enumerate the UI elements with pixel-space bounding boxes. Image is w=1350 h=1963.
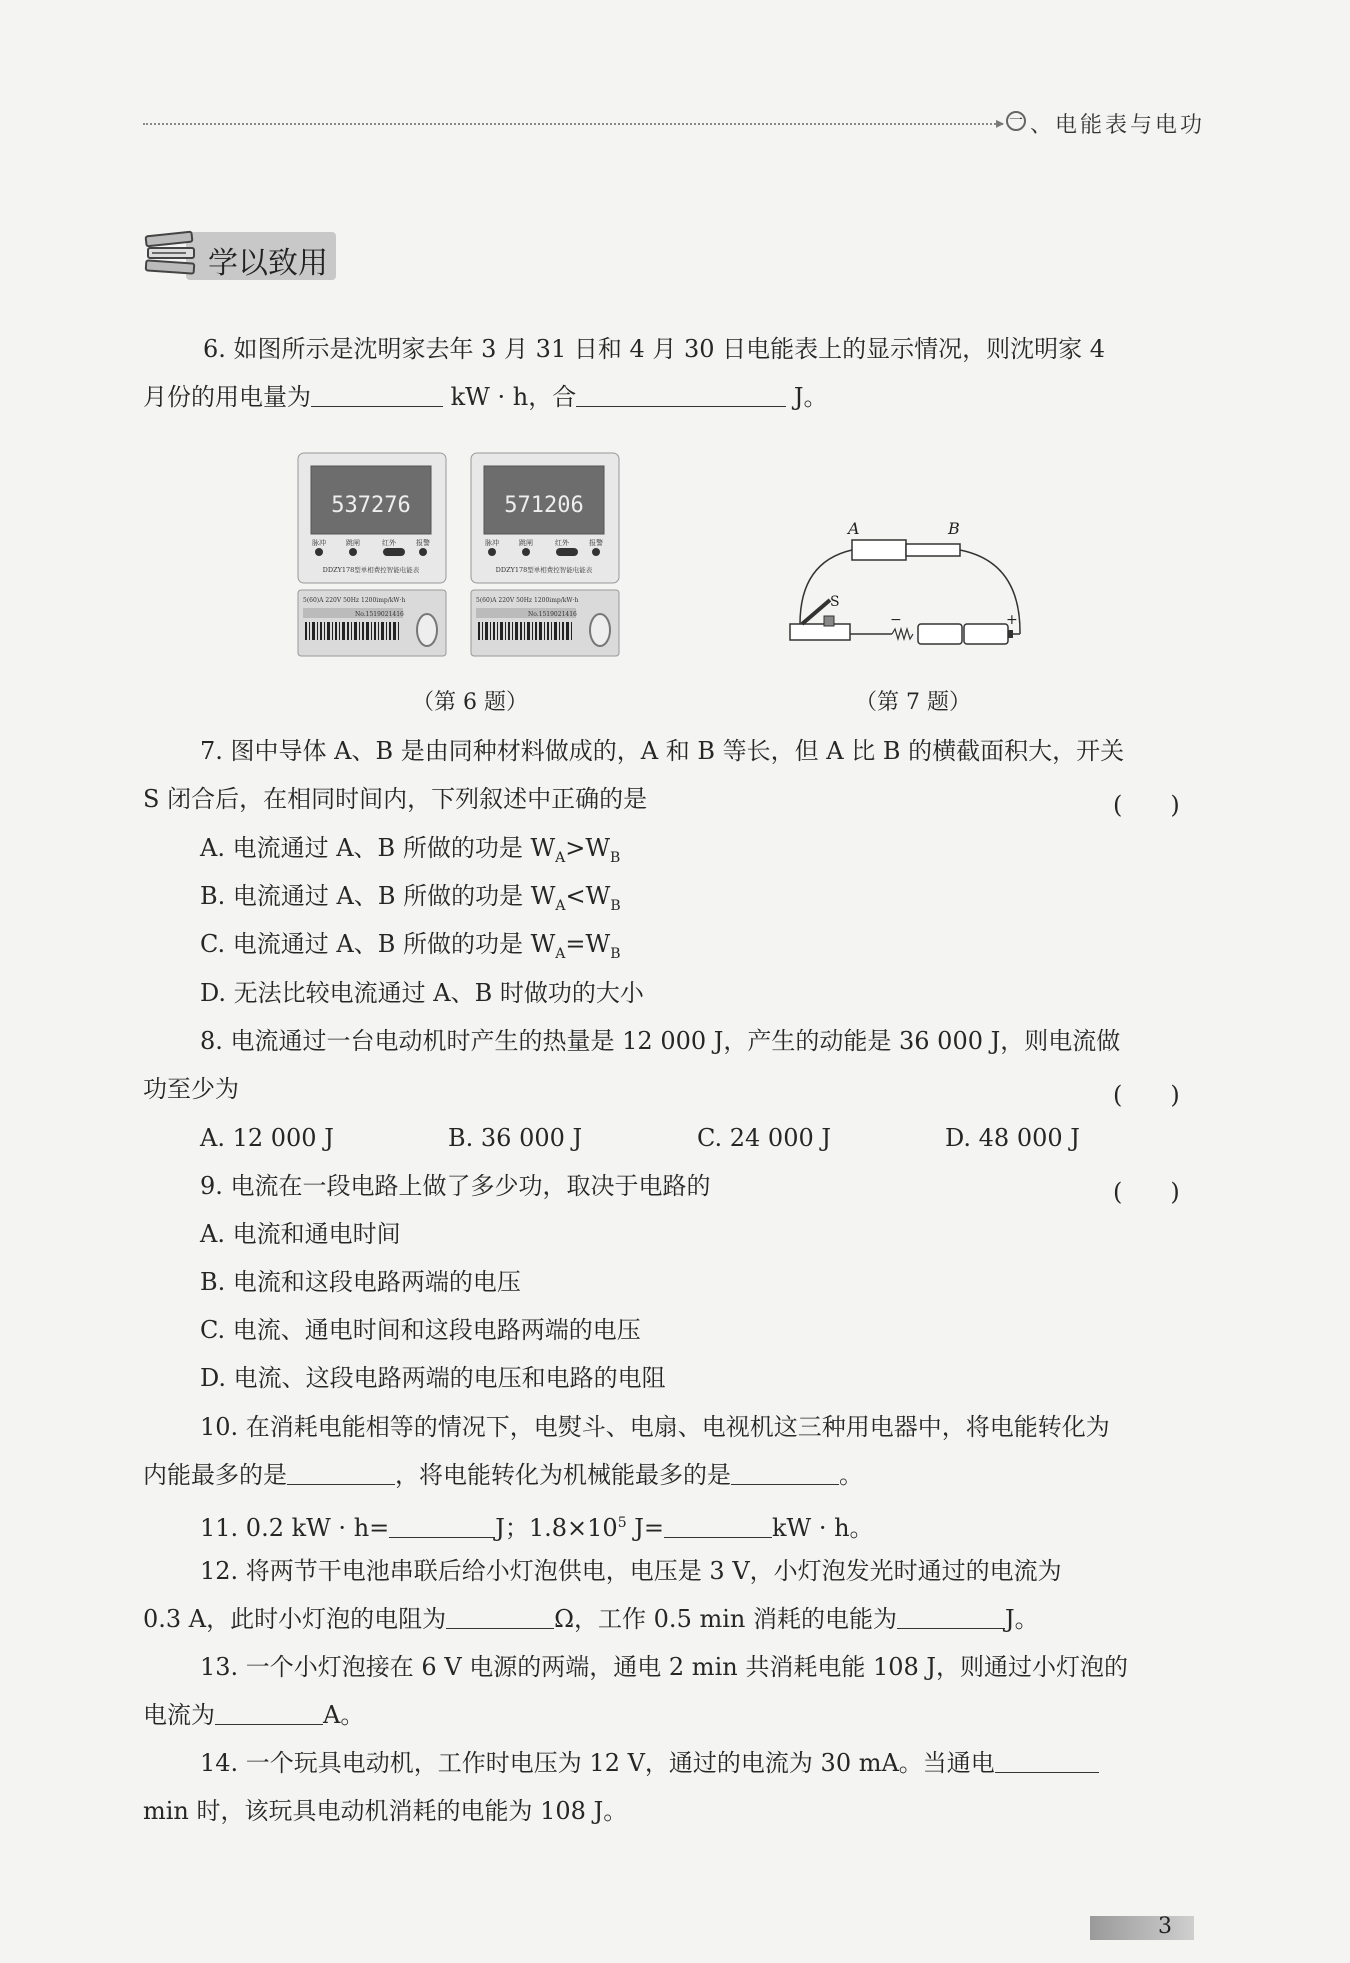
q13-line2 — [143, 1699, 364, 1731]
q10-text-c: 。 — [839, 1461, 863, 1489]
q12-text-a: 0.3 A，此时小灯泡的电阻为 — [143, 1605, 447, 1633]
label-a: A — [848, 519, 860, 538]
q6-line1: 6. 如图所示是沈明家去年 3 月 31 日和 4 月 30 日电能表上的显示情况，则沈明家 4 — [203, 335, 1106, 363]
electric-meter-april — [470, 452, 620, 657]
arrow-icon: ▸ — [996, 113, 1005, 132]
section-title: 学以致用 — [208, 246, 328, 281]
sub: B — [610, 897, 621, 914]
sub: B — [610, 945, 621, 962]
q11-text-a: 11. 0.2 kW · h= — [200, 1514, 390, 1542]
label-b: B — [948, 519, 960, 538]
q7-option-b-text: B. 电流通过 A、B 所做的功是 W — [200, 882, 556, 910]
sub: A — [555, 849, 566, 866]
q13-text-b: A。 — [323, 1701, 365, 1729]
q6-line2 — [143, 381, 827, 413]
q9-answer-paren[interactable]: ( ) — [1113, 1178, 1180, 1206]
q7-option-a[interactable] — [200, 832, 620, 874]
q6-text-a: 月份的用电量为 — [143, 383, 311, 411]
meter2-serial: No.1519021416 — [528, 611, 577, 618]
q11-blank-2[interactable] — [664, 1513, 772, 1538]
sub: B — [610, 849, 621, 866]
q10-text-a: 内能最多的是 — [143, 1461, 287, 1489]
q8-line2: 功至少为 — [143, 1075, 239, 1103]
q11-blank-1[interactable] — [389, 1513, 495, 1538]
q11-text-c: J= — [634, 1514, 664, 1542]
q9-option-a[interactable]: A. 电流和通电时间 — [200, 1220, 401, 1248]
q12-text-c: J。 — [1004, 1605, 1039, 1633]
q7-line1: 7. 图中导体 A、B 是由同种材料做成的，A 和 B 等长，但 A 比 B 的横截面积大，开关 — [200, 737, 1125, 765]
q12-blank-1[interactable] — [446, 1604, 554, 1629]
meter1-btn-label: 跳闸 — [346, 539, 360, 547]
q7-option-a-text: A. 电流通过 A、B 所做的功是 W — [200, 834, 556, 862]
q8-option-d[interactable]: D. 48 000 J — [945, 1124, 1080, 1152]
q9-option-b[interactable]: B. 电流和这段电路两端的电压 — [200, 1268, 521, 1296]
meter2-model: DDZY178型单相费控智能电能表 — [495, 566, 593, 574]
operator: > — [565, 834, 586, 862]
q6-blank-kwh[interactable] — [311, 382, 443, 407]
q7-line2: S 闭合后，在相同时间内，下列叙述中正确的是 — [143, 785, 648, 813]
q13-blank[interactable] — [215, 1700, 323, 1725]
q12-line1: 12. 将两节干电池串联后给小灯泡供电，电压是 3 V，小灯泡发光时通过的电流为 — [200, 1557, 1062, 1585]
meter2-spec: 5(60)A 220V 50Hz 1200imp/kW·h — [476, 597, 579, 604]
meter1-btn-label: 脉冲 — [312, 539, 326, 547]
q7-answer-paren[interactable]: ( ) — [1113, 791, 1180, 819]
q9-option-d[interactable]: D. 电流、这段电路两端的电压和电路的电阻 — [200, 1364, 666, 1392]
page-number-bar — [1090, 1916, 1194, 1940]
q8-answer-paren[interactable]: ( ) — [1113, 1081, 1180, 1109]
conductor-a — [852, 540, 906, 560]
q11-line — [200, 1507, 874, 1544]
circuit-diagram — [780, 512, 1030, 652]
meter2-btn-label: 脉冲 — [485, 539, 499, 547]
w-symbol: W — [585, 930, 611, 958]
sub: A — [555, 897, 566, 914]
q8-option-c[interactable]: C. 24 000 J — [697, 1124, 831, 1152]
q6-text-c: J。 — [793, 383, 828, 411]
q9-line1: 9. 电流在一段电路上做了多少功，取决于电路的 — [200, 1172, 711, 1200]
meter1-btn-label: 红外 — [382, 539, 396, 547]
q6-text-b: kW · h，合 — [450, 383, 577, 411]
spring-icon — [892, 629, 913, 639]
meter1-serial: No.1519021416 — [355, 611, 404, 618]
operator: < — [565, 882, 586, 910]
operator: = — [565, 930, 586, 958]
q12-line2 — [143, 1603, 1039, 1635]
sub: A — [555, 945, 566, 962]
q13-line1: 13. 一个小灯泡接在 6 V 电源的两端，通电 2 min 共消耗电能 108 J，则通过小灯泡的 — [200, 1653, 1129, 1681]
q14-line2: min 时，该玩具电动机消耗的电能为 108 J。 — [143, 1797, 628, 1825]
q11-exponent: 5 — [617, 1515, 627, 1531]
header-rule — [143, 123, 1003, 125]
figure-caption-7: （第 7 题） — [855, 690, 971, 715]
q12-text-b: Ω，工作 0.5 min 消耗的电能为 — [554, 1605, 897, 1633]
page-number: 3 — [1158, 1914, 1172, 1939]
switch-icon — [790, 594, 850, 640]
q6-blank-joule[interactable] — [576, 382, 786, 407]
q10-line2 — [143, 1459, 863, 1491]
q14-line1 — [200, 1747, 1099, 1779]
w-symbol: W — [585, 834, 611, 862]
q9-option-c[interactable]: C. 电流、通电时间和这段电路两端的电压 — [200, 1316, 641, 1344]
figure-caption-6: （第 6 题） — [412, 690, 528, 715]
q11-text-b: J；1.8×10 — [495, 1514, 618, 1542]
q7-option-c-text: C. 电流通过 A、B 所做的功是 W — [200, 930, 556, 958]
electric-meter-march — [297, 452, 447, 657]
chapter-number: 一 — [1006, 111, 1026, 131]
q7-option-d[interactable]: D. 无法比较电流通过 A、B 时做功的大小 — [200, 979, 644, 1007]
q14-text-a: 14. 一个玩具电动机，工作时电压为 12 V，通过的电流为 30 mA。当通电 — [200, 1749, 995, 1777]
meter1-reading: 537276 — [331, 493, 411, 518]
meter2-btn-label: 跳闸 — [519, 539, 533, 547]
w-symbol: W — [585, 882, 611, 910]
meter1-btn-label: 报警 — [416, 539, 430, 547]
q13-text-a: 电流为 — [143, 1701, 215, 1729]
meter2-btn-label: 报警 — [589, 539, 603, 547]
q7-option-c[interactable] — [200, 928, 621, 970]
chapter-title: 、电能表与电功 — [1030, 113, 1206, 138]
meter2-btn-label: 红外 — [555, 539, 569, 547]
battery-plus: + — [1006, 612, 1018, 628]
q14-blank[interactable] — [995, 1748, 1099, 1773]
meter1-spec: 5(60)A 220V 50Hz 1200imp/kW·h — [303, 597, 406, 604]
q8-option-b[interactable]: B. 36 000 J — [448, 1124, 583, 1152]
battery-icon — [918, 624, 1013, 644]
q11-text-d: kW · h。 — [772, 1514, 874, 1542]
q10-blank-2[interactable] — [731, 1460, 839, 1485]
conductor-b — [906, 544, 960, 556]
q10-text-b: ，将电能转化为机械能最多的是 — [395, 1461, 731, 1489]
q10-line1: 10. 在消耗电能相等的情况下，电熨斗、电扇、电视机这三种用电器中，将电能转化为 — [200, 1413, 1110, 1441]
q10-blank-1[interactable] — [287, 1460, 395, 1485]
q8-line1: 8. 电流通过一台电动机时产生的热量是 12 000 J，产生的动能是 36 000 J，则电流做 — [200, 1027, 1121, 1055]
label-s: S — [830, 594, 840, 610]
q7-option-b[interactable] — [200, 880, 621, 922]
meter1-model: DDZY178型单相费控智能电能表 — [322, 566, 420, 574]
battery-minus: − — [890, 612, 902, 628]
q12-blank-2[interactable] — [897, 1604, 1005, 1629]
q8-option-a[interactable]: A. 12 000 J — [200, 1124, 334, 1152]
meter2-reading: 571206 — [504, 493, 584, 518]
books-icon — [142, 226, 202, 284]
